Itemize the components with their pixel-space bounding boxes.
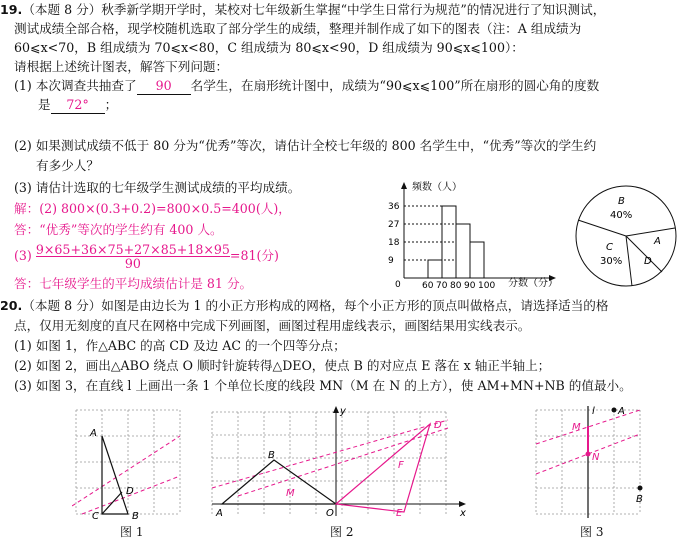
q19-part3: (3) 请估计选取的七年级学生测试成绩的平均成绩。 — [14, 180, 301, 195]
pie-label-d: D — [644, 256, 652, 267]
q19-solution-1: 解：(2) 800×(0.3+0.2)=800×0.5=400(人)， — [14, 201, 291, 216]
fig2-label-d: D — [434, 420, 442, 431]
fig3-label-n: N — [592, 452, 600, 463]
q19-answer-total: 90 — [137, 78, 191, 95]
histogram-bar-80-90 — [456, 224, 470, 278]
pie-label-c: C — [606, 242, 613, 253]
histogram-origin: 0 — [395, 280, 401, 290]
fig1-label-b: B — [132, 511, 139, 520]
histogram-xtick-90: 90 — [464, 281, 476, 290]
q20-item-3: (3) 如图 3，在直线 l 上画出一条 1 个单位长度的线段 MN（M 在 N 的上方），使 AM+MN+NB 的值最小。 — [14, 378, 632, 393]
fig2-x-arrow — [459, 501, 466, 507]
histogram-ytick-9: 9 — [388, 256, 394, 266]
histogram-bar-60-70 — [428, 260, 442, 278]
fig3-label-m: M — [572, 422, 581, 433]
q19-part1-text-d: ； — [104, 97, 118, 112]
score-histogram — [376, 180, 586, 290]
histogram-y-arrow — [401, 182, 407, 189]
histogram-ytick-36: 36 — [388, 202, 400, 212]
histogram-xtick-60: 60 — [422, 281, 434, 290]
fig1-caption: 图 1 — [120, 525, 144, 539]
q19-part1-text-c: 是 — [38, 97, 51, 112]
fig1-altitude-cd — [102, 492, 122, 514]
q19-intro-line-3: 60⩽x<70，B 组成绩为 70⩽x<80，C 组成绩为 80⩽x<90，D 组成绩为 90⩽x⩽100）： — [14, 40, 524, 55]
q19-prompt: 请根据上述统计图表，解答下列问题： — [14, 59, 229, 74]
fig3-point-n — [586, 452, 591, 457]
q19-part1-text-a: (1) 本次调查共抽查了 — [14, 78, 137, 93]
q19-number: 19. — [0, 2, 23, 17]
fig2-construction-line-1 — [212, 420, 448, 488]
q19-solution-3 — [14, 240, 279, 272]
histogram-xtick-70: 70 — [436, 281, 448, 290]
q20-item-1: (1) 如图 1，作△ABC 的高 CD 及边 AC 的一个四等分点； — [14, 338, 346, 353]
q19-solution-4: 答：七年级学生的平均成绩估计是 81 分。 — [14, 276, 253, 291]
q20-number: 20. — [0, 298, 23, 313]
fig3-label-a: A — [618, 406, 625, 417]
q19-fraction-denominator: 90 — [124, 256, 141, 271]
q19-part2-line2: 有多少人？ — [36, 158, 99, 173]
histogram-xtick-100: 100 — [478, 281, 496, 290]
q19-solution-3-fraction — [36, 243, 230, 270]
histogram-ytick-27: 27 — [388, 220, 400, 230]
fig1-label-c: C — [92, 511, 99, 520]
fig1-triangle-abc — [102, 436, 128, 514]
fig2-triangle-deo — [336, 424, 430, 512]
fig2-label-y: y — [340, 406, 346, 417]
fig3-point-b — [638, 486, 643, 491]
score-pie-chart — [570, 182, 682, 290]
q19-answer-angle: 72° — [51, 97, 105, 114]
fig3-caption: 图 3 — [580, 525, 604, 539]
q19-intro-line-1 — [0, 2, 605, 18]
histogram-ytick-18: 18 — [388, 238, 400, 248]
q19-intro-1: （本题 8 分）秋季新学期开学时，某校对七年级新生掌握“中学生日常行为规范”的情况进行了知识测试， — [22, 2, 606, 17]
histogram-xtick-80: 80 — [450, 281, 462, 290]
q20-item-2: (2) 如图 2，画出△ABO 绕点 O 顺时针旋转得△DEO，使点 B 的对应点 E 落在 x 轴正半轴上； — [14, 358, 551, 373]
figure-2 — [208, 404, 472, 520]
q20-intro-line-2: 点，仅用无刻度的直尺在网格中完成下列画图，画图过程用虚线表示，画图结果用实线表示。 — [14, 318, 531, 333]
fig1-label-a: A — [90, 428, 97, 439]
q19-solution-3-prefix: (3) — [14, 248, 32, 263]
histogram-bar-90-100 — [470, 242, 484, 278]
q20-intro-1: （本题 8 分）如图是由边长为 1 的小正方形构成的网格，每个小正方形的顶点叫做格点，请选择适当的格 — [22, 298, 609, 313]
q19-fraction-numerator: 9×65+36×75+27×85+18×95 — [35, 242, 230, 257]
q19-part2-line1: (2) 如果测试成绩不低于 80 分为“优秀”等次，请估计全校七年级的 800 名学生中，“优秀”等次的学生约 — [14, 138, 597, 153]
fig2-label-f: F — [398, 460, 404, 471]
fig3-label-l: l — [592, 406, 595, 417]
figure-1 — [72, 406, 182, 520]
fig2-label-x: x — [460, 508, 466, 519]
pie-label-b: B — [618, 196, 625, 207]
histogram-xlabel: 分数（分） — [508, 278, 558, 289]
fig2-y-arrow — [333, 406, 339, 413]
fig1-grid — [76, 410, 180, 514]
fig2-label-a: A — [216, 508, 223, 519]
q19-part1-line2 — [38, 97, 117, 114]
fig2-label-o: O — [326, 508, 334, 519]
pie-pct-b: 40% — [610, 210, 633, 221]
fig2-label-b: B — [268, 450, 275, 461]
fig2-construction-line-2 — [238, 428, 448, 496]
fig2-triangle-abo — [222, 460, 336, 504]
fig2-grid — [212, 412, 446, 516]
q19-intro-line-2: 测试成绩全部合格，现学校随机选取了部分学生的成绩，整理并制作成了如下的图表（注：A 组成绩为 — [14, 21, 582, 36]
pie-label-a: A — [654, 236, 661, 247]
fig2-label-m: M — [286, 488, 295, 499]
fig2-label-e: E — [396, 508, 403, 519]
q19-solution-3-suffix: =81(分) — [229, 248, 279, 263]
fig3-point-a — [612, 408, 617, 413]
fig1-label-d: D — [126, 486, 134, 497]
q19-part1-text-b: 名学生，在扇形统计图中，成绩为“90⩽x⩽100”所在扇形的圆心角的度数 — [190, 78, 600, 93]
fig3-label-b: B — [636, 494, 643, 505]
q19-part1-line1 — [14, 78, 599, 95]
histogram-ylabel: 频数（人） — [412, 182, 462, 193]
q19-solution-2: 答：“优秀”等次的学生约有 400 人。 — [14, 222, 223, 237]
figure-3 — [532, 404, 650, 520]
q20-intro-line-1 — [0, 298, 608, 314]
pie-pct-c: 30% — [600, 256, 623, 267]
fig2-caption: 图 2 — [330, 525, 354, 539]
